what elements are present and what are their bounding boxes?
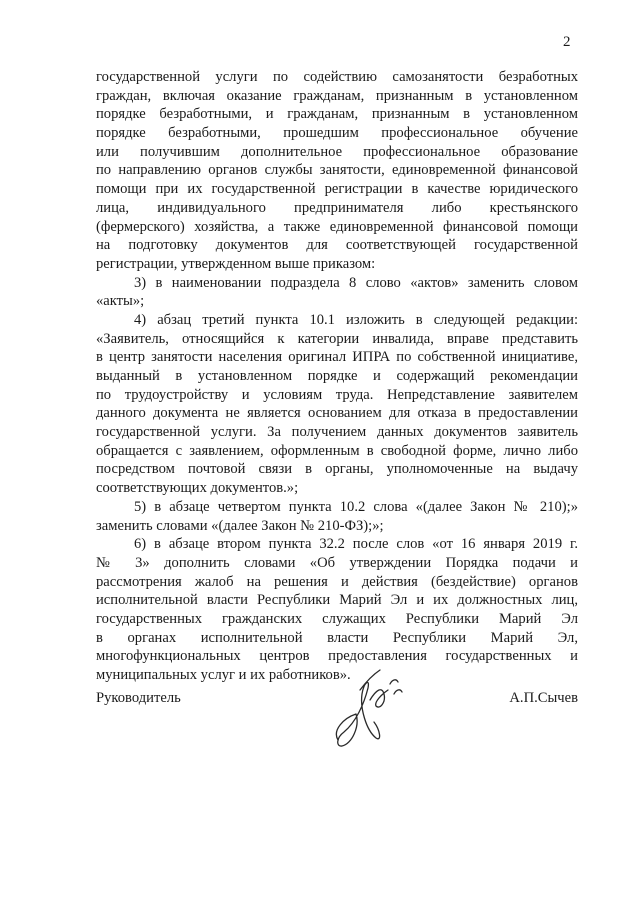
text-line: помощи при их государственной регистрации в качестве юридического <box>96 181 578 198</box>
text-line: заменить словами «(далее Закон № 210-ФЗ);»; <box>96 517 384 534</box>
text-line: государственной услуги по содействию самозанятости безработных <box>96 69 578 85</box>
text-line: выданный в установленном порядке и содержащий рекомендации <box>96 368 578 384</box>
text-line: порядке безработными, и гражданам, признанным в установленном <box>96 106 578 123</box>
text-line: по трудоустройству и условиям труда. Непредставление заявителем <box>96 386 578 403</box>
text-line: обращается с заявлением, оформленным в свободной форме, лично либо <box>96 442 578 459</box>
text-line: государственных гражданских служащих Республики Марий Эл <box>96 610 578 627</box>
text-line: 4) абзац третий пункта 10.1 изложить в следующей редакции: <box>134 311 578 328</box>
signatory-title: Руководитель <box>96 690 181 706</box>
text-line: по направлению органов службы занятости, единовременной финансовой <box>96 162 578 179</box>
text-line: «Заявитель, относящийся к категории инвалида, вправе представить <box>96 330 578 347</box>
text-line: посредством почтовой связи в органы, уполномоченные на выдачу <box>96 461 578 478</box>
text-line: на подготовку документов для соответствующей государственной <box>96 237 578 254</box>
text-line: или получившим дополнительное профессиональное образование <box>96 143 578 160</box>
text-line: 6) в абзаце втором пункта 32.2 после слов «от 16 января 2019 г. <box>134 536 578 553</box>
signature-block <box>96 690 578 712</box>
text-line: № 3» дополнить словами «Об утверждении Порядка подачи и <box>96 554 578 571</box>
text-line: порядке безработными, прошедшим профессиональное обучение <box>96 125 578 142</box>
text-line: граждан, включая оказание гражданам, признанным в установленном <box>96 87 578 104</box>
text-line: многофункциональных центров предоставления государственных и <box>96 648 578 665</box>
text-line: регистрации, утвержденном выше приказом: <box>96 255 376 272</box>
signatory-name: А.П.Сычев <box>509 690 578 706</box>
text-line: соответствующих документов.»; <box>96 480 299 497</box>
text-line: рассмотрения жалоб на решения и действия (бездействие) органов <box>96 573 578 590</box>
text-line: (фермерского) хозяйства, а также единовременной финансовой помощи <box>96 218 578 235</box>
text-line: данного документа не является основанием для отказа в предоставлении <box>96 405 578 422</box>
page-number: 2 <box>563 34 571 50</box>
text-line: в органах исполнительной власти Республики Марий Эл, <box>96 629 578 646</box>
body-text <box>96 68 578 685</box>
text-line: исполнительной власти Республики Марий Эл и их должностных лиц, <box>96 592 578 609</box>
text-line: государственной услуги. За получением данных документов заявитель <box>96 424 578 441</box>
text-line: 5) в абзаце четвертом пункта 10.2 слова «(далее Закон № 210);» <box>134 498 578 515</box>
text-line: лица, индивидуального предпринимателя либо крестьянского <box>96 199 578 216</box>
text-line: муниципальных услуг и их работников». <box>96 667 351 683</box>
text-line: «акты»; <box>96 293 145 310</box>
text-line: в центр занятости населения оригинал ИПРА по собственной инициативе, <box>96 349 578 366</box>
text-line: 3) в наименовании подраздела 8 слово «актов» заменить словом <box>134 274 578 291</box>
